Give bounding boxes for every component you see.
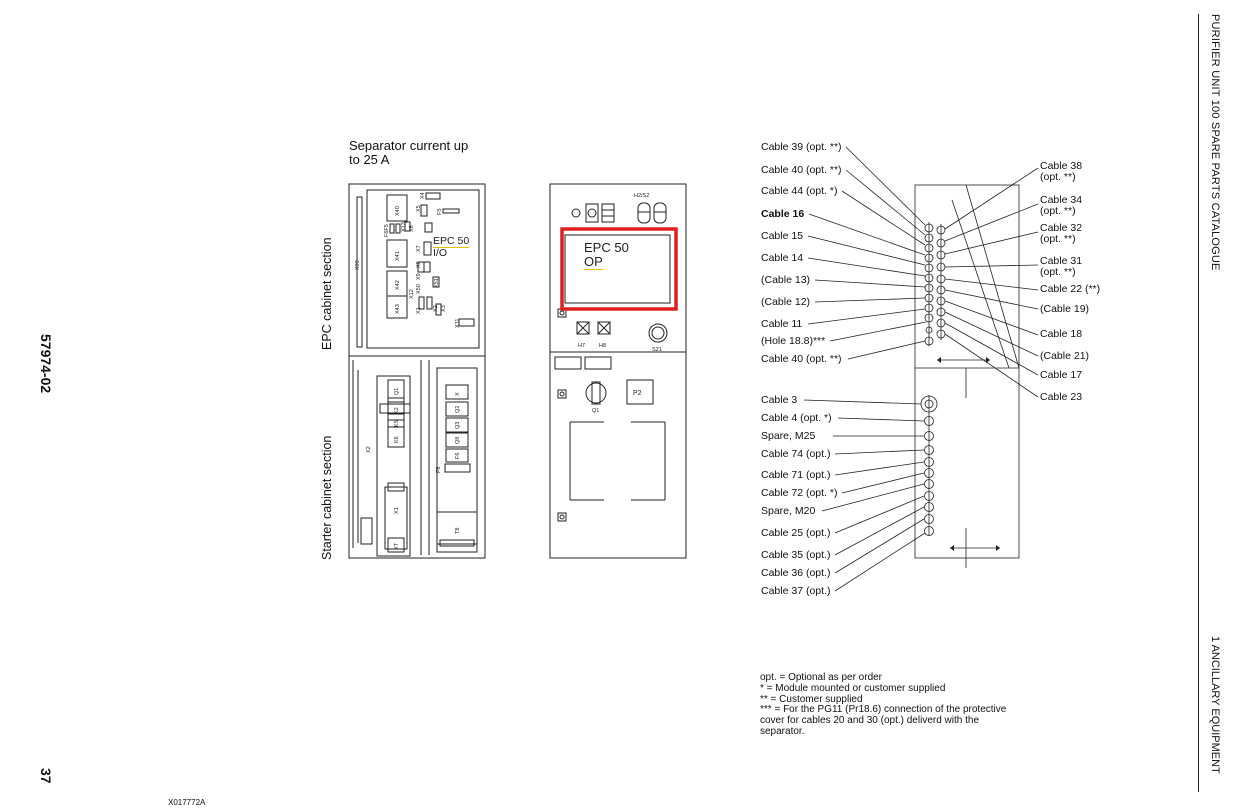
cabinet-layout-diagram xyxy=(340,180,500,565)
t8-label: T8 xyxy=(455,527,461,534)
x8-label: X8 xyxy=(416,261,422,268)
door-front-diagram xyxy=(545,180,690,565)
x5-label: X5 xyxy=(416,205,422,212)
cable-label-right: Cable 22 (**) xyxy=(1040,283,1101,295)
epc-io-line1: EPC 50 xyxy=(433,235,470,247)
cable-label-right: Cable 31 xyxy=(1040,255,1083,267)
cable-label-left: Cable 72 (opt. *) xyxy=(761,487,838,499)
cable-label-right: Cable 32 xyxy=(1040,222,1083,234)
epc-op-line2: OP xyxy=(584,254,603,269)
cable-label-right: (opt. **) xyxy=(1040,233,1076,245)
x42-label: X42 xyxy=(395,280,401,290)
note-line: * = Module mounted or customer supplied xyxy=(760,682,946,694)
x99-label: X99 xyxy=(355,260,361,270)
h8-label: H8 xyxy=(599,343,607,349)
k2-label: K2 xyxy=(394,407,400,414)
k6-label: K6 xyxy=(394,436,400,443)
cable-label-right: (Cable 19) xyxy=(1040,303,1090,315)
cable-label-right: Cable 38 xyxy=(1040,160,1083,172)
margin-rule xyxy=(1198,14,1199,792)
page-number: 37 xyxy=(38,768,54,784)
f6-label: F6 xyxy=(455,452,461,459)
cable-label-left: (Hole 18.8)*** xyxy=(761,335,826,347)
cable-label-left: Cable 39 (opt. **) xyxy=(761,141,842,153)
k5-label: K5 xyxy=(394,420,400,427)
cable-label-left: (Cable 12) xyxy=(761,296,811,308)
x50-label: X50 xyxy=(416,284,422,294)
x7-label: X7 xyxy=(416,245,422,252)
section-header: 1 ANCILLARY EQUIPMENT xyxy=(1209,636,1221,774)
xt-label: XT xyxy=(394,542,400,550)
cable-label-left: Cable 71 (opt.) xyxy=(761,469,831,481)
cable-label-left: Cable 25 (opt.) xyxy=(761,527,831,539)
figure-id: X017772A xyxy=(168,798,206,807)
legend-notes xyxy=(760,673,1006,738)
cable-label-left: Cable 74 (opt.) xyxy=(761,448,831,460)
cable-label-right: Cable 23 xyxy=(1040,391,1083,403)
f6f5-label: F6F5 xyxy=(384,224,390,237)
doc-number: 57974-02 xyxy=(38,334,54,394)
cable-label-left: Cable 40 (opt. **) xyxy=(761,164,842,176)
starter-cabinet-label: Starter cabinet section xyxy=(320,435,334,560)
x3-label: X3 xyxy=(441,305,447,312)
x6-label: X6 xyxy=(409,225,415,232)
cable-label-left: Cable 14 xyxy=(761,252,804,264)
x40-label: X40 xyxy=(395,206,401,216)
x13-label: X13 xyxy=(401,222,407,232)
note-line: cover for cables 20 and 30 (opt.) deliverd with the xyxy=(760,715,980,727)
cable-label-left: (Cable 13) xyxy=(761,274,811,286)
note-line: *** = For the PG11 (Pr18.6) connection of the protective xyxy=(760,704,1007,716)
q1-label: Q1 xyxy=(394,387,400,395)
q2-label: Q2 xyxy=(455,405,461,413)
f8-label: F8 xyxy=(436,466,442,473)
x2-label: X2 xyxy=(366,446,372,453)
cable-label-left: Spare, M20 xyxy=(761,505,816,517)
x11-label: X11 xyxy=(455,318,461,328)
x1a-label: X1 xyxy=(416,307,422,314)
cable-label-left: Cable 4 (opt. *) xyxy=(761,412,832,424)
cable-label-right: (opt. **) xyxy=(1040,171,1076,183)
panel-title-line2: to 25 A xyxy=(349,152,390,167)
p2-label: P2 xyxy=(633,390,642,397)
cable-label-right: Cable 17 xyxy=(1040,369,1083,381)
cable-label-left: Cable 36 (opt.) xyxy=(761,567,831,579)
h7-label: H7 xyxy=(578,343,586,349)
cable-label-left: Cable 35 (opt.) xyxy=(761,549,831,561)
q3-label: Q3 xyxy=(455,421,461,429)
epc-io-line2: I/O xyxy=(433,247,448,259)
epc-op-line1: EPC 50 xyxy=(584,240,629,255)
x43-label: X43 xyxy=(395,304,401,314)
s21-label: S21 xyxy=(652,347,662,353)
cable-label-right: (Cable 21) xyxy=(1040,350,1090,362)
x51-label: X51 xyxy=(434,278,440,288)
q8-label: Q8 xyxy=(455,436,461,444)
cable-label-left: Cable 15 xyxy=(761,230,804,242)
x4-label: X4 xyxy=(420,192,426,199)
cable-label-right: (opt. **) xyxy=(1040,205,1076,217)
cable-label-left: Cable 40 (opt. **) xyxy=(761,353,842,365)
cable-label-right: Cable 34 xyxy=(1040,194,1083,206)
q1-door-label: Q1 xyxy=(592,408,600,414)
x41-label: X41 xyxy=(395,251,401,261)
cable-label-left: Cable 3 xyxy=(761,394,798,406)
note-line: ** = Customer supplied xyxy=(760,693,863,705)
x2a-label: X2 xyxy=(433,305,439,312)
cable-label-left: Cable 11 xyxy=(761,318,803,330)
epc-cabinet-label: EPC cabinet section xyxy=(320,237,334,350)
cable-label-left: Cable 16 xyxy=(761,208,805,220)
running-header: PURIFIER UNIT 100 SPARE PARTS CATALOGUE xyxy=(1209,14,1221,271)
cable-label-right: Cable 18 xyxy=(1040,328,1083,340)
x-label: X xyxy=(455,392,461,396)
note-line: separator. xyxy=(760,725,805,737)
epc-io-label xyxy=(433,236,469,259)
cable-label-left: Spare, M25 xyxy=(761,430,816,442)
cable-label-left: Cable 37 (opt.) xyxy=(761,585,831,597)
cable-label-left: Cable 44 (opt. *) xyxy=(761,185,838,197)
x1-label: X1 xyxy=(394,507,400,514)
epc-op-label xyxy=(584,241,629,270)
x12-label: X12 xyxy=(409,289,415,299)
panel-title-line1: Separator current up xyxy=(349,138,469,153)
x9-label: X9 xyxy=(416,273,422,280)
f5-label: F5 xyxy=(437,208,443,215)
note-line: opt. = Optional as per order xyxy=(760,672,883,683)
h2s2-label: H2/S2 xyxy=(634,193,650,199)
cable-label-right: (opt. **) xyxy=(1040,266,1076,278)
panel-title xyxy=(349,139,468,167)
